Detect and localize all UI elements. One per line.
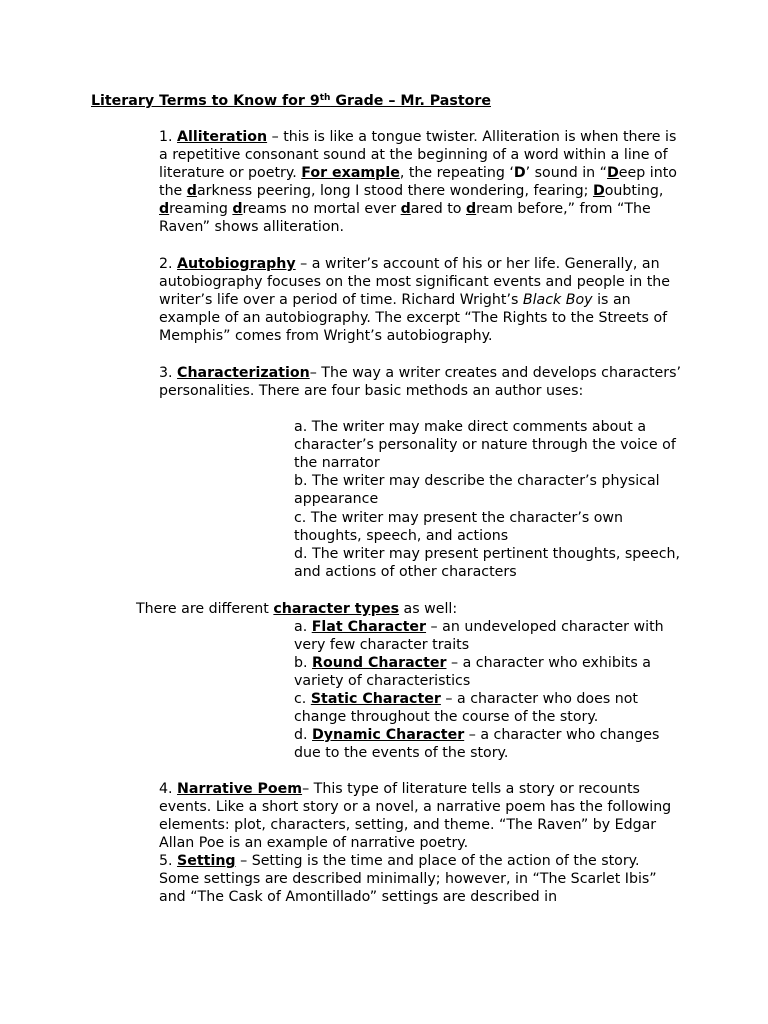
character-type-term: Round Character	[312, 655, 447, 671]
term-heading: Narrative Poem	[177, 781, 303, 797]
character-type-term: Flat Character	[311, 619, 427, 635]
term-number: 1.	[159, 129, 178, 145]
alliterative-letter: d	[466, 201, 477, 218]
quote-text: ared to	[410, 201, 466, 218]
term-text: – a writer’s account of his or her life. Generally, an autobiography focuses on the most significant events and people in the writer’s life over a period of time. Richard Wright’s	[159, 256, 671, 309]
term-alliteration	[159, 128, 684, 237]
method-item: a. The writer may make direct comments about a character’s personality or nature through the voice of the narrator	[294, 419, 676, 472]
term-number: 4.	[159, 781, 178, 797]
alliterative-letter: D	[607, 165, 619, 182]
character-type-term: Dynamic Character	[312, 727, 465, 743]
term-text: – The way a writer creates and develops characters’ personalities. There are four basic methods an author uses:	[159, 365, 681, 400]
character-type-item	[294, 654, 684, 690]
term-text: – Setting is the time and place of the action of the story. Some settings are described minimally; however, in “The Scarlet Ibis” and “The Cask of Amontillado” settings are described in	[159, 853, 657, 906]
term-text: , the repeating ‘	[399, 165, 514, 182]
repeated-letter: D	[513, 165, 526, 182]
method-item: d. The writer may present pertinent thoughts, speech, and actions of other characters	[294, 546, 681, 581]
alliterative-letter: d	[400, 201, 411, 218]
alliterative-letter: D	[592, 183, 605, 200]
term-heading: Alliteration	[177, 129, 268, 145]
item-prefix: c.	[294, 691, 311, 707]
method-item: b. The writer may describe the character’s physical appearance	[294, 473, 660, 508]
term-number: 5.	[159, 853, 178, 869]
item-prefix: a.	[294, 619, 312, 635]
term-text: – This type of literature tells a story or recounts events. Like a short story or a novel, a narrative poem has the following elements: plot, characters, setting, and theme. “The Raven” by Edgar Allan Poe is an example of narrative poetry.	[159, 781, 672, 852]
term-text: is an example of an autobiography. The excerpt “The Rights to the Streets of Memphis” comes from Wright’s autobiography.	[159, 292, 668, 345]
term-heading: Setting	[177, 853, 236, 869]
term-characterization	[159, 364, 684, 400]
method-item: c. The writer may present the character’s own thoughts, speech, and actions	[294, 510, 624, 545]
alliterative-letter: d	[232, 201, 243, 218]
for-example-label: For example	[301, 165, 400, 182]
character-types-intro	[136, 600, 457, 618]
quote-text: reams no mortal ever	[242, 201, 401, 218]
quote-text: ream before,” from “The Raven” shows alliteration.	[159, 201, 651, 236]
quote-text: reaming	[169, 201, 233, 218]
alliterative-letter: d	[186, 183, 197, 200]
item-text: – a character who exhibits a variety of characteristics	[294, 655, 651, 690]
item-prefix: b.	[294, 655, 313, 671]
item-prefix: d.	[294, 727, 313, 743]
character-type-item	[294, 726, 684, 762]
intro-text: as well:	[399, 601, 458, 617]
character-type-item	[294, 690, 684, 726]
term-text: ’ sound in “	[525, 165, 608, 182]
quote-text: arkness peering, long I stood there wondering, fearing;	[196, 183, 593, 200]
term-setting	[159, 852, 684, 906]
page-title	[91, 92, 491, 110]
term-narrative-poem	[159, 780, 684, 852]
title-text-end: Grade – Mr. Pastore	[330, 93, 491, 109]
book-title: Black Boy	[522, 292, 593, 309]
character-type-item	[294, 618, 684, 654]
term-autobiography	[159, 255, 684, 345]
title-superscript: th	[319, 93, 331, 103]
alliterative-letter: d	[159, 201, 170, 218]
term-text: – this is like a tongue twister. Alliteration is when there is a repetitive consonant sound at the beginning of a word within a line of literature or poetry.	[159, 129, 677, 182]
quote-text: oubting,	[604, 183, 664, 200]
character-types-term: character types	[273, 601, 400, 617]
intro-text: There are different	[136, 601, 274, 617]
term-heading: Autobiography	[177, 256, 296, 272]
character-type-term: Static Character	[310, 691, 441, 707]
term-number: 3.	[159, 365, 178, 381]
item-text: – a character who changes due to the events of the story.	[294, 727, 660, 762]
item-text: – a character who does not change throughout the course of the story.	[294, 691, 638, 726]
item-text: – an undeveloped character with very few character traits	[294, 619, 664, 654]
quote-text: eep into the	[159, 165, 677, 200]
term-heading: Characterization	[177, 365, 310, 381]
title-text: Literary Terms to Know for 9	[91, 93, 320, 109]
term-number: 2.	[159, 256, 178, 272]
